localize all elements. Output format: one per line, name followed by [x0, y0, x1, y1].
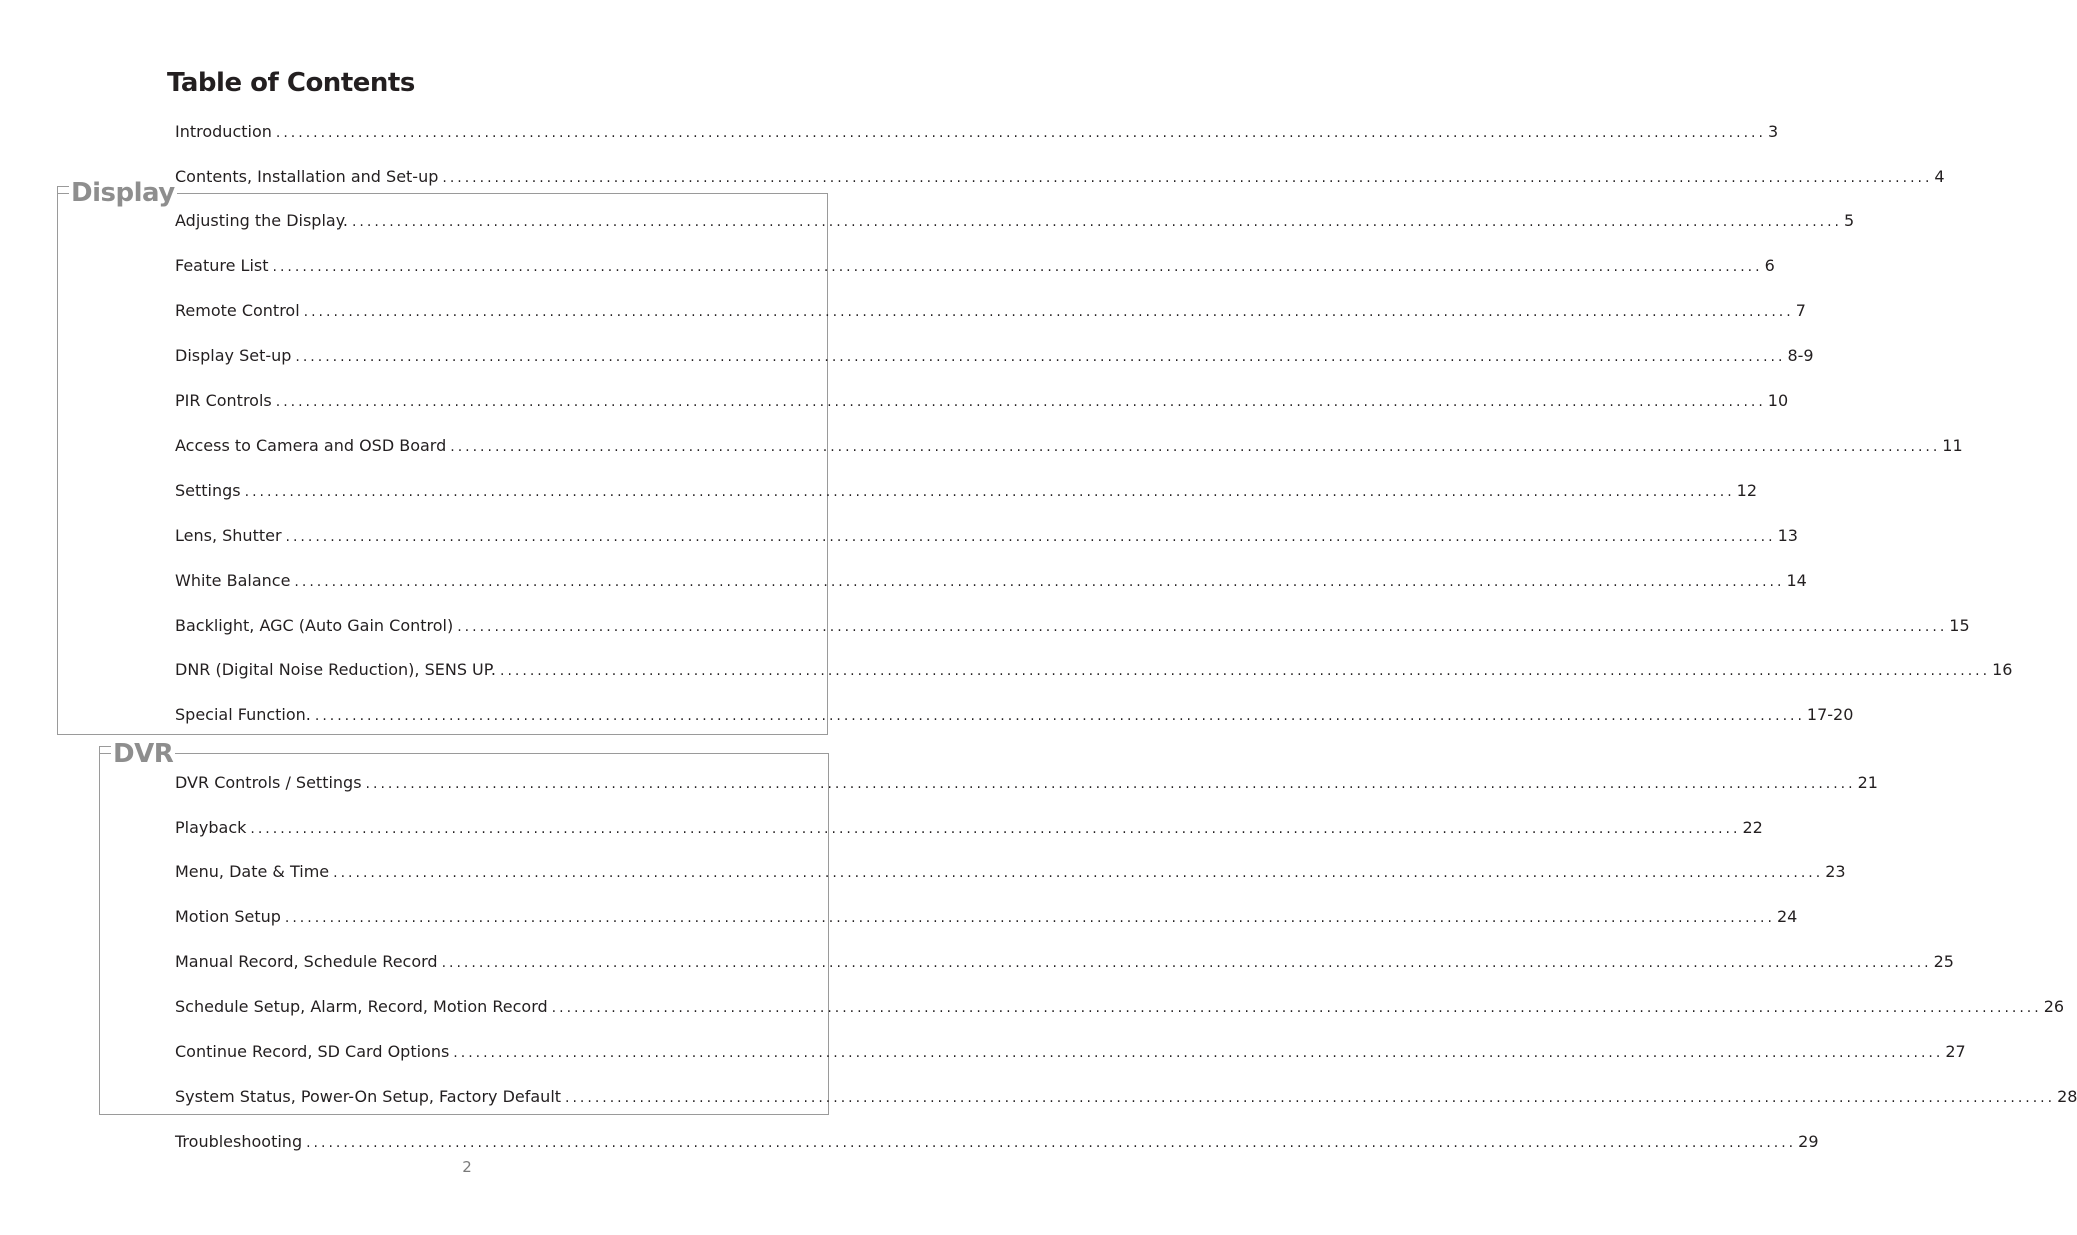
toc-entry-page: 21 [1857, 773, 1878, 792]
toc-entry-page: 6 [1764, 256, 1775, 275]
toc-entry-label: Settings [175, 481, 241, 500]
toc-leader-dots: ........................................................................................................................................................................................................ [275, 125, 1766, 141]
toc-entry-page: 13 [1777, 526, 1798, 545]
toc-entry-dnr-sens-up[interactable] [175, 658, 2013, 682]
toc-entry-page: 28 [2057, 1087, 2077, 1106]
toc-entry-label: Introduction [175, 122, 272, 141]
toc-entry-page: 11 [1942, 436, 1963, 455]
toc-entry-label: White Balance [175, 571, 291, 590]
toc-entry-remote-control[interactable] [175, 299, 1806, 323]
toc-entry-label: Lens, Shutter [175, 526, 282, 545]
toc-entry-dvr-controls[interactable] [175, 771, 1878, 795]
toc-entry-page: 5 [1844, 211, 1855, 230]
toc-leader-dots: ........................................................................................................................................................................................................ [441, 955, 1932, 971]
toc-entry-display-setup[interactable] [175, 344, 1814, 368]
toc-entry-label: Special Function. [175, 705, 311, 724]
toc-leader-dots: ........................................................................................................................................................................................................ [275, 394, 1766, 410]
toc-entry-white-balance[interactable] [175, 569, 1807, 593]
toc-entry-page: 25 [1933, 952, 1954, 971]
toc-leader-dots: ........................................................................................................................................................................................................ [457, 619, 1948, 635]
toc-entry-label: Access to Camera and OSD Board [175, 436, 447, 455]
toc-entry-page: 3 [1767, 122, 1779, 141]
toc-entry-label: Adjusting the Display. [175, 211, 348, 230]
dvr-section-label: DVR [113, 739, 174, 769]
toc-leader-dots: ........................................................................................................................................................................................................ [565, 1090, 2056, 1106]
toc-entry-backlight-agc[interactable] [175, 614, 1970, 638]
toc-leader-dots: ........................................................................................................................................................................................................ [351, 214, 1843, 230]
toc-entry-lens-shutter[interactable] [175, 524, 1798, 548]
page-title: Table of Contents [167, 68, 415, 98]
toc-entry-playback[interactable] [175, 816, 1763, 840]
toc-entry-label: DVR Controls / Settings [175, 773, 362, 792]
toc-entry-special-function[interactable] [175, 703, 1854, 727]
toc-entry-label: Continue Record, SD Card Options [175, 1042, 450, 1061]
toc-leader-dots: ........................................................................................................................................................................................................ [450, 439, 1941, 455]
toc-entry-page: 22 [1742, 818, 1763, 837]
toc-entry-page: 17-20 [1806, 705, 1854, 724]
toc-entry-settings[interactable] [175, 479, 1758, 503]
dvr-frame-corner [99, 746, 100, 754]
toc-entry-page: 12 [1736, 481, 1758, 500]
toc-leader-dots: ........................................................................................................................................................................................................ [306, 1135, 1797, 1151]
toc-entry-motion-setup[interactable] [175, 905, 1798, 929]
toc-leader-dots: ........................................................................................................................................................................................................ [295, 349, 1786, 365]
toc-entry-label: Playback [175, 818, 247, 837]
toc-leader-dots: ........................................................................................................................................................................................................ [284, 910, 1775, 926]
display-frame-corner [57, 186, 58, 194]
toc-entry-introduction[interactable] [175, 120, 1779, 144]
toc-leader-dots: ........................................................................................................................................................................................................ [244, 484, 1735, 500]
display-section-label: Display [71, 178, 175, 208]
toc-entry-label: System Status, Power-On Setup, Factory Default [175, 1087, 562, 1106]
page-number: 2 [462, 1158, 472, 1176]
toc-entry-continue-record-sd[interactable] [175, 1040, 1966, 1064]
toc-entry-label: Troubleshooting [175, 1132, 303, 1151]
toc-entry-page: 7 [1795, 301, 1806, 320]
toc-leader-dots: ........................................................................................................................................................................................................ [294, 574, 1785, 590]
toc-leader-dots: ........................................................................................................................................................................................................ [285, 529, 1776, 545]
toc-leader-dots: ........................................................................................................................................................................................................ [303, 304, 1794, 320]
toc-leader-dots: ........................................................................................................................................................................................................ [250, 821, 1741, 837]
toc-entry-label: Schedule Setup, Alarm, Record, Motion Record [175, 997, 548, 1016]
toc-leader-dots: ........................................................................................................................................................................................................ [442, 170, 1933, 186]
toc-entry-page: 26 [2043, 997, 2065, 1016]
toc-entry-page: 24 [1776, 907, 1798, 926]
toc-entry-adjusting-display[interactable] [175, 209, 1855, 233]
toc-entry-page: 29 [1798, 1132, 1819, 1151]
toc-leader-dots: ........................................................................................................................................................................................................ [333, 865, 1824, 881]
toc-entry-feature-list[interactable] [175, 254, 1775, 278]
toc-entry-page: 15 [1949, 616, 1970, 635]
toc-entry-label: Backlight, AGC (Auto Gain Control) [175, 616, 454, 635]
toc-leader-dots: ........................................................................................................................................................................................................ [551, 1000, 2042, 1016]
toc-entry-label: Remote Control [175, 301, 300, 320]
toc-entry-page: 4 [1934, 167, 1945, 186]
toc-entry-page: 16 [1992, 660, 2013, 679]
toc-entry-page: 14 [1786, 571, 1807, 590]
toc-entry-label: DNR (Digital Noise Reduction), SENS UP. [175, 660, 497, 679]
toc-entry-page: 27 [1945, 1042, 1966, 1061]
toc-entry-label: Display Set-up [175, 346, 292, 365]
toc-entry-page: 10 [1767, 391, 1789, 410]
toc-leader-dots: ........................................................................................................................................................................................................ [453, 1045, 1944, 1061]
toc-leader-dots: ........................................................................................................................................................................................................ [500, 663, 1991, 679]
toc-entry-label: Feature List [175, 256, 269, 275]
dvr-frame-corner-top [99, 746, 111, 747]
toc-entry-page: 23 [1825, 862, 1846, 881]
toc-leader-dots: ........................................................................................................................................................................................................ [365, 776, 1856, 792]
display-frame-corner-top [57, 186, 69, 187]
toc-entry-manual-schedule-record[interactable] [175, 950, 1954, 974]
toc-entry-label: Contents, Installation and Set-up [175, 167, 439, 186]
toc-entry-menu-date-time[interactable] [175, 860, 1846, 884]
toc-leader-dots: ........................................................................................................................................................................................................ [314, 708, 1805, 724]
toc-leader-dots: ........................................................................................................................................................................................................ [272, 259, 1763, 275]
toc-entry-label: Manual Record, Schedule Record [175, 952, 438, 971]
toc-entry-page: 8-9 [1787, 346, 1814, 365]
toc-entry-system-status[interactable] [175, 1085, 2077, 1109]
toc-entry-troubleshooting[interactable] [175, 1130, 1819, 1154]
toc-entry-contents-installation[interactable] [175, 165, 1945, 189]
toc-entry-label: Motion Setup [175, 907, 281, 926]
toc-entry-pir-controls[interactable] [175, 389, 1789, 413]
toc-entry-label: PIR Controls [175, 391, 272, 410]
toc-entry-access-camera-osd[interactable] [175, 434, 1963, 458]
toc-entry-label: Menu, Date & Time [175, 862, 330, 881]
toc-entry-schedule-setup-alarm[interactable] [175, 995, 2065, 1019]
